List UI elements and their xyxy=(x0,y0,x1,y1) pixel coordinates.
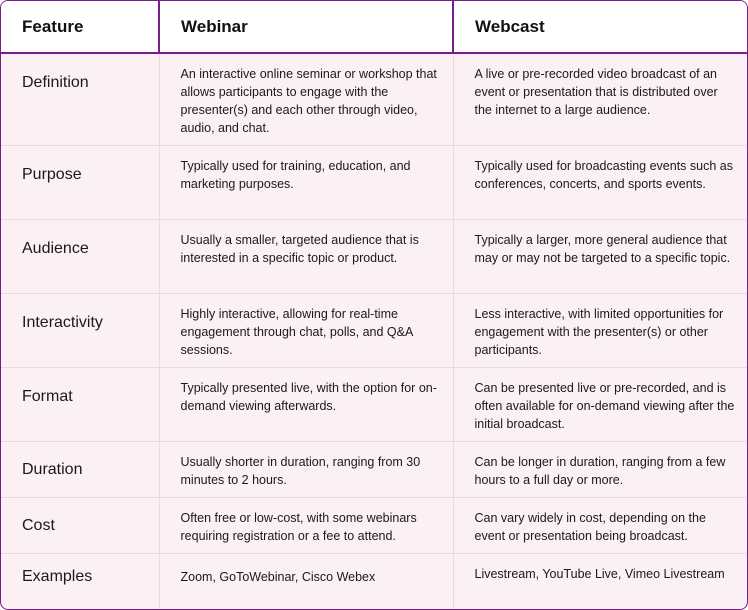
table-row-examples xyxy=(1,553,747,610)
webcast-cell: Can be presented live or pre-recorded, and is often available for on-demand viewing after the initial broadcast. xyxy=(453,367,747,441)
webinar-cell: Typically used for training, education, and marketing purposes. xyxy=(159,145,453,219)
webinar-cell: Often free or low-cost, with some webinars requiring registration or a fee to attend. xyxy=(159,497,453,553)
webcast-cell: Livestream, YouTube Live, Vimeo Livestream xyxy=(453,553,747,610)
table-row-duration xyxy=(1,441,747,497)
webinar-cell: Typically presented live, with the option for on-demand viewing afterwards. xyxy=(159,367,453,441)
table-header xyxy=(1,1,747,53)
header-webinar: Webinar xyxy=(159,1,453,53)
feature-cell: Audience xyxy=(1,219,159,293)
webinar-cell: Usually shorter in duration, ranging from 30 minutes to 2 hours. xyxy=(159,441,453,497)
webcast-cell: Can vary widely in cost, depending on the event or presentation being broadcast. xyxy=(453,497,747,553)
webinar-cell: Zoom, GoToWebinar, Cisco Webex xyxy=(159,553,453,610)
webinar-cell: Highly interactive, allowing for real-time engagement through chat, polls, and Q&A sessions. xyxy=(159,293,453,367)
table-row-definition xyxy=(1,53,747,145)
feature-cell: Examples xyxy=(1,553,159,610)
table-row-format xyxy=(1,367,747,441)
webinar-cell: Usually a smaller, targeted audience that is interested in a specific topic or product. xyxy=(159,219,453,293)
feature-cell: Purpose xyxy=(1,145,159,219)
table-row-cost xyxy=(1,497,747,553)
table-body xyxy=(1,53,747,610)
table-row-interactivity xyxy=(1,293,747,367)
webcast-cell: Less interactive, with limited opportunities for engagement with the presenter(s) or other participants. xyxy=(453,293,747,367)
table-row-purpose xyxy=(1,145,747,219)
feature-cell: Definition xyxy=(22,74,89,91)
feature-cell: Duration xyxy=(1,441,159,497)
webinar-cell: An interactive online seminar or workshop that allows participants to engage with the presenter(s) and each other through video, audio, and chat. xyxy=(159,53,453,145)
feature-cell: Format xyxy=(1,367,159,441)
table-row-audience xyxy=(1,219,747,293)
header-row xyxy=(1,1,747,53)
feature-cell: Cost xyxy=(1,497,159,553)
webcast-cell: Can be longer in duration, ranging from a few hours to a full day or more. xyxy=(453,441,747,497)
comparison-table xyxy=(1,1,747,610)
webcast-cell: Typically a larger, more general audience that may or may not be targeted to a specific topic. xyxy=(453,219,747,293)
webcast-cell: Typically used for broadcasting events such as conferences, concerts, and sports events. xyxy=(453,145,747,219)
webcast-cell: A live or pre-recorded video broadcast of an event or presentation that is distributed over the internet to a large audience. xyxy=(453,53,747,145)
header-webcast: Webcast xyxy=(453,1,747,53)
feature-cell: Interactivity xyxy=(1,293,159,367)
header-feature: Feature xyxy=(1,1,159,53)
